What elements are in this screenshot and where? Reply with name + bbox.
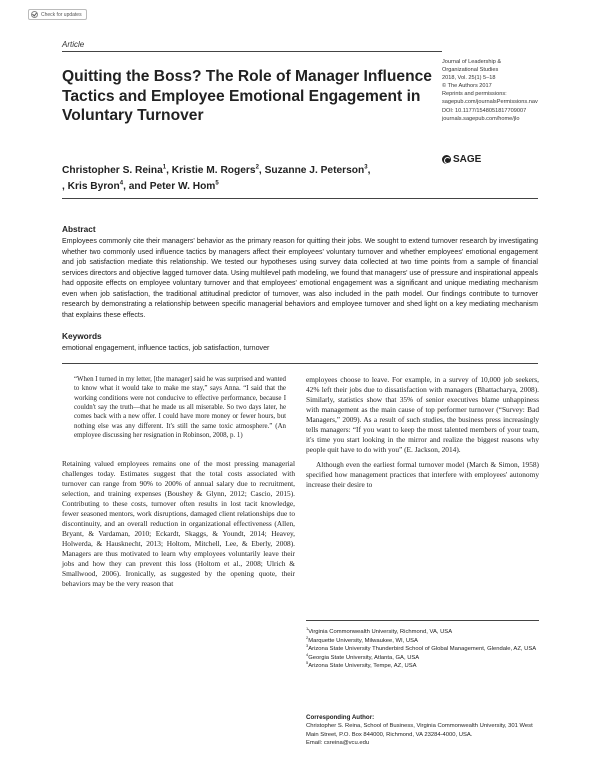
affiliation-item: [306, 628, 539, 637]
affil-text: Marquette University, Milwaukee, WI, USA: [308, 637, 418, 644]
corresponding-author-address: Christopher S. Reina, School of Business, Virginia Commonwealth University, 301 West Main Street, P.O. Box 844000, Richmond, VA 23284-4000, USA.: [306, 723, 533, 738]
journal-meta-line: Journal of Leadership &: [442, 59, 502, 65]
body-paragraph: employees choose to leave. For example, in a survey of 10,000 job seekers, 42% left their jobs due to dissatisfaction with managers (Bhattacharya, 2008). Similarly, statistics show that 35% of senior executives blame unhappiness with management as the main cause of top performer turnover (“Survey: Bad Managers,” 2009). As a result of such studies, the business press increasingly tells managers: “If you want to keep the most talented members of your team, it's time you start looking in the mirror and realize the biggest reasons why people quit have to do with you” (E. Jackson, 2014).: [306, 375, 539, 454]
publisher-logo: [442, 154, 481, 165]
affil-number: 4: [306, 651, 309, 657]
affil-text: Arizona State University, Tempe, AZ, USA: [308, 663, 417, 670]
affil-text: Virginia Commonwealth University, Richmond, VA, USA: [308, 629, 453, 635]
author-affil-marker: 4: [119, 180, 124, 187]
author-affil-marker: 2: [255, 164, 259, 171]
publisher-name: SAGE: [453, 154, 482, 165]
affil-text: Georgia State University, Atlanta, GA, USA: [308, 654, 420, 661]
author-affil-marker: 3: [364, 164, 368, 171]
abstract-rule: [62, 198, 538, 199]
affiliation-item: [306, 651, 539, 666]
header-rule: [62, 51, 442, 52]
journal-metadata: [442, 58, 582, 123]
author-name: , Suzanne J. Peterson: [258, 165, 365, 176]
sage-logo-icon: [442, 155, 451, 164]
author-list: Christopher S. Reina$^1$, Kristie M. Rogers$^2$, Suzanne J. Peterson$^3$, , Kris Byron$^4$, and Peter W. Hom$^5$: [62, 164, 371, 192]
keywords-rule: [62, 363, 538, 364]
affil-text: Arizona State University Thunderbird School of Global Management, Glendale, AZ, USA: [308, 646, 537, 653]
author-affil-marker: 1: [162, 164, 167, 171]
affiliation-item: [306, 634, 539, 649]
affiliation-item: [306, 645, 539, 654]
journal-meta-line: Reprints and permissions:: [442, 91, 507, 98]
author-name: , Kris Byron: [62, 181, 120, 192]
affiliation-item: [306, 662, 539, 671]
doi-link[interactable]: DOI: 10.1177/1548051817709007: [442, 107, 527, 114]
affiliation-list: [306, 628, 539, 671]
author-name: , and Peter W. Hom: [123, 181, 216, 192]
body-column-right: [306, 375, 539, 489]
corresponding-author: [306, 714, 539, 748]
corresponding-author-heading: Corresponding Author:: [306, 714, 375, 721]
keywords-text: emotional engagement, influence tactics, job satisfaction, turnover: [62, 344, 270, 352]
body-paragraph: Although even the earliest formal turnover model (March & Simon, 1958) specified how management practices that interfere with employees' autonomy increase their desire to: [306, 459, 539, 489]
check-for-updates-badge[interactable]: [28, 9, 87, 20]
body-paragraph: Retaining valued employees remains one of the most pressing managerial challenges today. Estimates suggest that the total costs associated with turnover can range from 90% to 200% of annual salary due to recruitment, selection, and training expenses (Boushey & Glynn, 2012; Cascio, 2015). Contributing to these costs, turnover often results in lost tacit knowledge, fewer seasoned mentors, work disruptions, damaged client relationships due to discontinuity, and an overall reduction in organizational effectiveness (Allen, Bryant, & Vardaman, 2010; Eckardt, Skaggs, & Youndt, 2014; Heavey, Holwerda, & Hausknecht, 2013; Holtom, Mitchell, Lee, & Eberly, 2008). Managers are thus motivated to learn why employees voluntarily leave their jobs and how they can prevent this loss (Holtom et al., 2008; Ulrich & Smallwood, 2006). Ironically, as suggested by the opening quote, their behaviors may be the very reason that: [62, 459, 295, 588]
footnote-rule: [306, 620, 539, 621]
keywords-heading: Keywords: [62, 331, 102, 341]
author-affil-marker: 5: [215, 180, 219, 187]
abstract-heading: Abstract: [62, 224, 96, 234]
check-for-updates-label: Check for updates: [41, 11, 82, 18]
corresponding-author-email[interactable]: Email: csreina@vcu.edu: [306, 740, 370, 747]
paper-title: Quitting the Boss? The Role of Manager Influence Tactics and Employee Emotional Engagement in Voluntary Turnover: [62, 68, 432, 124]
affil-number: 3: [306, 643, 309, 649]
author-name: , Kristie M. Rogers: [166, 165, 256, 176]
article-type-label: Article: [62, 40, 85, 49]
author-name: Christopher S. Reina: [62, 165, 163, 176]
journal-permissions-link[interactable]: sagepub.com/journalsPermissions.nav: [442, 99, 538, 106]
affil-number: 5: [306, 660, 309, 666]
journal-meta-line: 2018, Vol. 25(1) 5–18: [442, 75, 496, 82]
abstract-text: Employees commonly cite their managers' behavior as the primary reason for quitting their jobs. We sought to extend turnover research by investigating whether two commonly used influence tactics by managers affect their employees' voluntary turnover and whether employees' emotional engagement and job satisfaction mediate this relationship. We tested our hypotheses using survey data collected at two time points from a sample of financial services directors and objective lagged turnover data. Using multilevel path modeling, we found that managers' use of pressure and inspirational appeals had opposite effects on employee voluntary turnover and that employees' emotional engagement was a significant and unique mediating mechanism even when job satisfaction, the traditional attitudinal predictor of turnover, was also included in the path model. Our findings contribute to turnover research by demonstrating a relationship between specific managerial behaviors and employee turnover and shed light on a key mediating mechanism that explains these effects.: [62, 238, 538, 319]
affil-number: 2: [306, 634, 309, 640]
affil-number: 1: [306, 626, 309, 632]
body-column-left: [62, 375, 295, 589]
journal-meta-line: Organizational Studies: [442, 67, 499, 74]
epigraph-quote: “When I turned in my letter, [the manager] said he was surprised and wanted to know what it would take to make me stay,” says Anna. “I said that the working conditions were not conducive to effective performance, because I couldn't say the truth—that he made us all miserable. So two days later, he comes back with a new offer. I could have more money or fewer hours, but nothing else was any different. It's still the same toxic atmosphere.” (An employee discussing her resignation in Robinson, 2008, p. 1): [74, 376, 286, 440]
journal-meta-line: © The Authors 2017: [442, 83, 492, 90]
check-circle-icon: [31, 11, 38, 18]
journal-home-link[interactable]: journals.sagepub.com/home/jlo: [442, 115, 520, 122]
